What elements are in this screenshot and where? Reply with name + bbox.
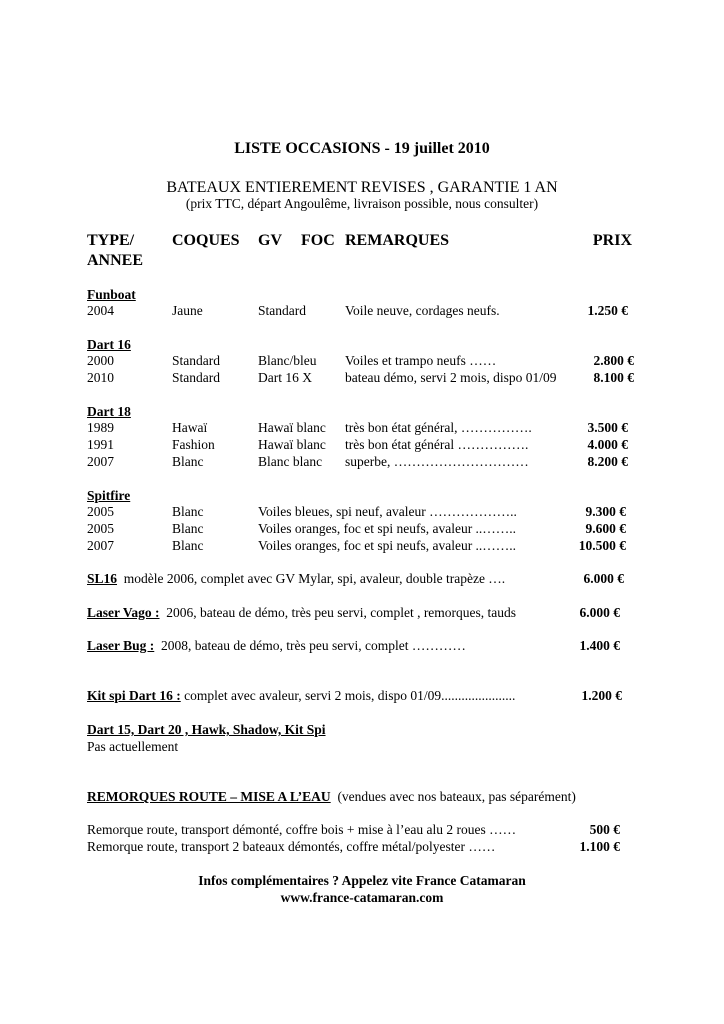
listing-label: Laser Bug : bbox=[87, 638, 155, 653]
row-year: 2010 bbox=[87, 370, 114, 385]
listing-price: 1.400 € bbox=[579, 638, 620, 653]
trailer-text: Remorque route, transport démonté, coffre bois + mise à l’eau alu 2 roues …… bbox=[87, 822, 517, 837]
row-price: 8.200 € bbox=[587, 454, 628, 469]
row-remark: superbe, ………………………… bbox=[345, 454, 529, 469]
trailer-text: Remorque route, transport 2 bateaux démontés, coffre métal/polyester …… bbox=[87, 839, 496, 854]
row-remark: Voile neuve, cordages neufs. bbox=[345, 303, 500, 318]
section-title-spitfire: Spitfire bbox=[87, 488, 131, 503]
row-remark: Voiles oranges, foc et spi neufs, avaleur ..…….. bbox=[258, 521, 517, 536]
section-title-funboat: Funboat bbox=[87, 287, 136, 302]
row-year: 2007 bbox=[87, 538, 114, 553]
listing-label: Laser Vago : bbox=[87, 605, 160, 620]
listing-laser-bug bbox=[87, 638, 466, 654]
listing-text: 2008, bateau de démo, très peu servi, complet ………… bbox=[154, 638, 466, 653]
row-hull: Hawaï bbox=[172, 420, 208, 435]
row-gv: Hawaï blanc bbox=[258, 437, 326, 452]
row-remark: Voiles bleues, spi neuf, avaleur ……………….. bbox=[258, 504, 517, 519]
row-gv: Standard bbox=[258, 303, 306, 318]
row-year: 2004 bbox=[87, 303, 114, 318]
row-hull: Standard bbox=[172, 370, 220, 385]
listing-price: 6.000 € bbox=[579, 605, 620, 620]
row-year: 2005 bbox=[87, 521, 114, 536]
row-price: 4.000 € bbox=[587, 437, 628, 452]
trailers-note: (vendues avec nos bateaux, pas séparément) bbox=[330, 789, 576, 804]
row-year: 2000 bbox=[87, 353, 114, 368]
footer-website: www.france-catamaran.com bbox=[280, 890, 444, 905]
row-hull: Standard bbox=[172, 353, 220, 368]
page-title: LISTE OCCASIONS - 19 juillet 2010 bbox=[234, 140, 490, 157]
row-price: 8.100 € bbox=[593, 370, 634, 385]
col-coques: COQUES bbox=[172, 232, 240, 249]
listing-label: Kit spi Dart 16 : bbox=[87, 688, 181, 703]
row-gv: Blanc/bleu bbox=[258, 353, 317, 368]
row-hull: Blanc bbox=[172, 454, 204, 469]
price-note: (prix TTC, départ Angoulême, livraison possible, nous consulter) bbox=[185, 196, 539, 211]
col-annee: ANNEE bbox=[87, 252, 144, 269]
row-year: 1989 bbox=[87, 420, 114, 435]
section-title-dart18: Dart 18 bbox=[87, 404, 131, 419]
row-price: 2.800 € bbox=[593, 353, 634, 368]
trailers-label: REMORQUES ROUTE – MISE A L’EAU bbox=[87, 789, 331, 804]
trailer-price: 1.100 € bbox=[579, 839, 620, 854]
trailers-heading bbox=[87, 789, 576, 805]
unavailable-title: Dart 15, Dart 20 , Hawk, Shadow, Kit Spi bbox=[87, 722, 326, 737]
listing-sl16 bbox=[87, 571, 505, 587]
row-price: 10.500 € bbox=[578, 538, 626, 553]
row-hull: Jaune bbox=[172, 303, 203, 318]
listing-kit-spi bbox=[87, 688, 515, 704]
page-subtitle: BATEAUX ENTIEREMENT REVISES , GARANTIE 1 AN bbox=[166, 179, 558, 196]
trailer-price: 500 € bbox=[589, 822, 620, 837]
row-gv: Blanc blanc bbox=[258, 454, 323, 469]
row-remark: très bon état général, ……………. bbox=[345, 420, 532, 435]
row-price: 9.600 € bbox=[585, 521, 626, 536]
col-prix: PRIX bbox=[592, 232, 632, 249]
row-remark: bateau démo, servi 2 mois, dispo 01/09 bbox=[345, 370, 557, 385]
row-remark: Voiles et trampo neufs …… bbox=[345, 353, 497, 368]
section-title-dart16: Dart 16 bbox=[87, 337, 131, 352]
row-hull: Fashion bbox=[172, 437, 215, 452]
row-hull: Blanc bbox=[172, 504, 204, 519]
row-price: 3.500 € bbox=[587, 420, 628, 435]
row-remark: très bon état général ……………. bbox=[345, 437, 529, 452]
row-gv: Hawaï blanc bbox=[258, 420, 326, 435]
unavailable-text: Pas actuellement bbox=[87, 739, 179, 754]
row-year: 2005 bbox=[87, 504, 114, 519]
row-hull: Blanc bbox=[172, 521, 204, 536]
listing-price: 1.200 € bbox=[581, 688, 622, 703]
col-type: TYPE/ bbox=[87, 232, 135, 249]
col-foc: FOC bbox=[301, 232, 335, 249]
row-remark: Voiles oranges, foc et spi neufs, avaleur ..…….. bbox=[258, 538, 517, 553]
listing-text: modèle 2006, complet avec GV Mylar, spi, avaleur, double trapèze …. bbox=[117, 571, 506, 586]
row-price: 1.250 € bbox=[587, 303, 628, 318]
listing-price: 6.000 € bbox=[583, 571, 624, 586]
listing-text: 2006, bateau de démo, très peu servi, complet , remorques, tauds bbox=[159, 605, 517, 620]
row-year: 1991 bbox=[87, 437, 114, 452]
listing-laser-vago bbox=[87, 605, 516, 621]
row-gv: Dart 16 X bbox=[258, 370, 312, 385]
listing-text: complet avec avaleur, servi 2 mois, dispo 01/09...................... bbox=[180, 688, 516, 703]
col-gv: GV bbox=[258, 232, 282, 249]
row-hull: Blanc bbox=[172, 538, 204, 553]
col-remarques: REMARQUES bbox=[345, 232, 450, 249]
row-price: 9.300 € bbox=[585, 504, 626, 519]
row-year: 2007 bbox=[87, 454, 114, 469]
listing-label: SL16 bbox=[87, 571, 118, 586]
footer-info: Infos complémentaires ? Appelez vite France Catamaran bbox=[198, 873, 526, 888]
